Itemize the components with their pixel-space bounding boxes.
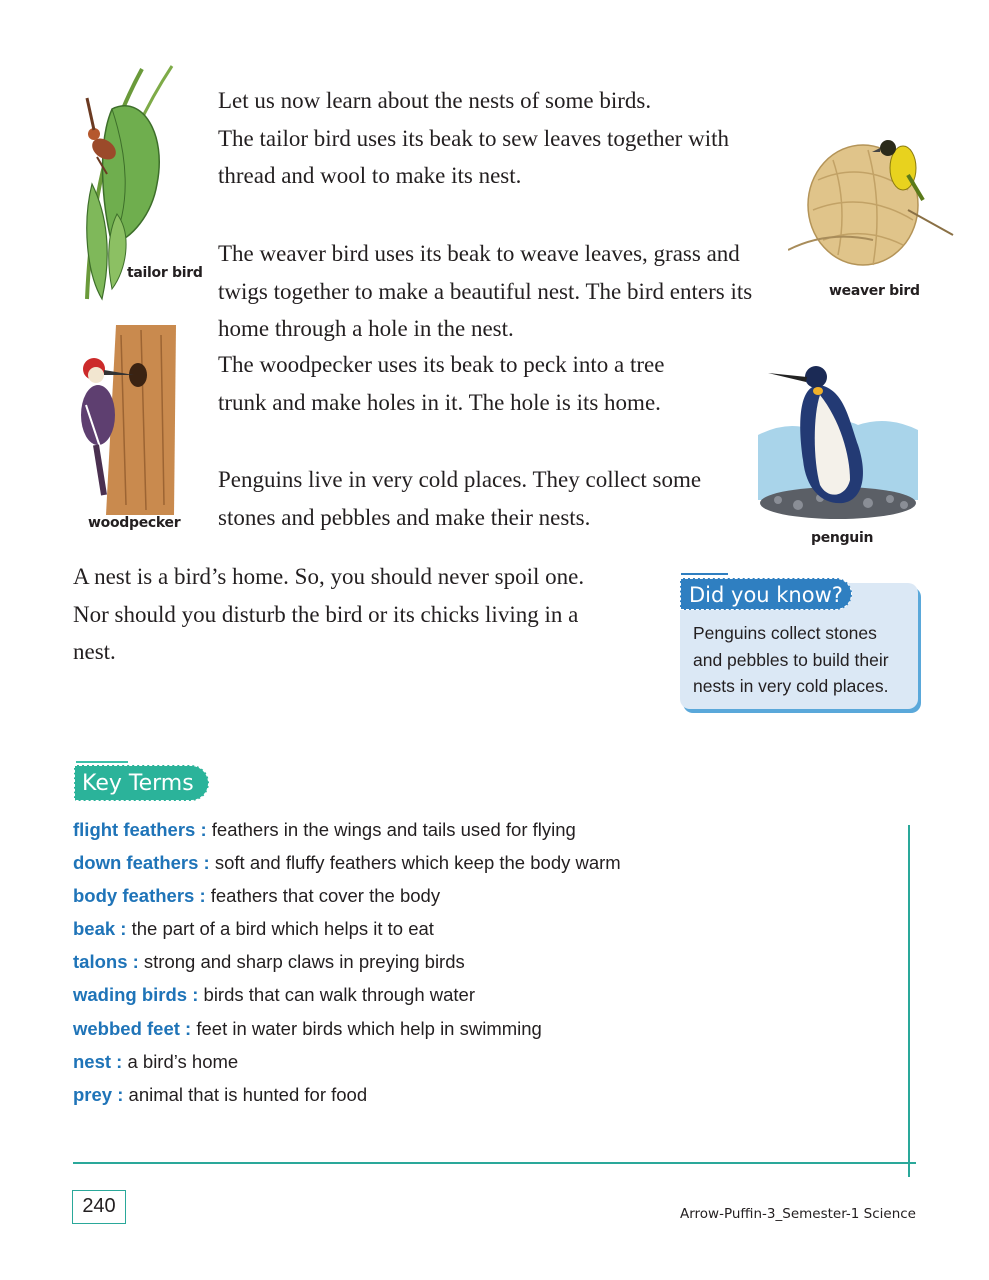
- page-number: 240: [72, 1190, 126, 1224]
- intro-paragraph: [218, 82, 729, 195]
- key-term-definition: a bird’s home: [122, 1050, 239, 1072]
- key-term-item: [73, 1078, 621, 1111]
- paragraph-line: twigs together to make a beautiful nest. The bird enters its: [218, 278, 753, 304]
- did-you-know-line: Penguins collect stones: [693, 623, 877, 643]
- key-terms-border-line: [908, 825, 910, 1177]
- key-term-item: [73, 813, 621, 846]
- tailor-bird-caption: tailor bird: [127, 265, 203, 281]
- key-term-definition: strong and sharp claws in preying birds: [138, 951, 465, 973]
- key-term-item: [73, 978, 621, 1011]
- key-term-name: flight feathers :: [73, 819, 207, 840]
- key-term-item: [73, 846, 621, 879]
- key-term-definition: animal that is hunted for food: [123, 1083, 368, 1105]
- key-term-name: down feathers :: [73, 852, 210, 874]
- key-term-definition: feet in water birds which help in swimming: [191, 1017, 542, 1039]
- penguin-paragraph: [218, 461, 701, 536]
- key-term-item: [73, 1045, 621, 1078]
- key-term-definition: birds that can walk through water: [198, 984, 476, 1006]
- key-term-name: nest :: [73, 1050, 123, 1072]
- key-term-item: [73, 879, 621, 912]
- footer-divider: [73, 1162, 916, 1164]
- weaver-bird-caption: weaver bird: [829, 283, 920, 299]
- key-term-item: [73, 912, 621, 945]
- woodpecker-caption: woodpecker: [88, 515, 181, 531]
- paragraph-line: home through a hole in the nest.: [218, 316, 514, 341]
- key-term-definition: feathers in the wings and tails used for flying: [206, 819, 576, 840]
- did-you-know-heading: Did you know?: [680, 578, 852, 610]
- woodpecker-illustration: [76, 325, 186, 515]
- key-terms-list: [73, 813, 621, 1111]
- paragraph-line: stones and pebbles and make their nests.: [218, 504, 591, 530]
- paragraph-line: The tailor bird uses its beak to sew leaves together with: [218, 125, 729, 151]
- key-term-name: webbed feet :: [73, 1017, 192, 1039]
- paragraph-line: The weaver bird uses its beak to weave leaves, grass and: [218, 241, 740, 266]
- key-term-name: body feathers :: [73, 885, 206, 907]
- key-term-definition: feathers that cover the body: [205, 885, 441, 907]
- key-term-name: beak :: [73, 918, 127, 940]
- did-you-know-line: nests in very cold places.: [693, 676, 889, 696]
- penguin-illustration: [758, 365, 918, 525]
- key-term-name: talons :: [73, 951, 139, 973]
- key-term-name: prey :: [73, 1083, 124, 1105]
- key-term-definition: the part of a bird which helps it to eat: [126, 918, 434, 940]
- nest-paragraph: [73, 558, 584, 671]
- paragraph-line: A nest is a bird’s home. So, you should never spoil one.: [73, 564, 585, 589]
- paragraph-line: Penguins live in very cold places. They collect some: [218, 467, 702, 492]
- paragraph-line: The woodpecker uses its beak to peck into a tree: [218, 352, 665, 377]
- key-term-definition: soft and fluffy feathers which keep the body warm: [209, 852, 621, 874]
- key-term-name: wading birds :: [73, 984, 199, 1006]
- did-you-know-line: and pebbles to build their: [693, 649, 889, 670]
- did-you-know-accent-line: [681, 573, 728, 575]
- weaver-paragraph: [218, 235, 752, 348]
- weaver-bird-illustration: [788, 130, 958, 280]
- book-title: Arrow-Puffin-3_Semester-1 Science: [680, 1206, 916, 1222]
- paragraph-line: thread and wool to make its nest.: [218, 163, 522, 188]
- penguin-caption: penguin: [811, 530, 874, 546]
- key-terms-heading: Key Terms: [74, 765, 209, 801]
- key-terms-accent-line: [76, 761, 128, 763]
- woodpecker-paragraph: [218, 346, 664, 421]
- paragraph-line: trunk and make holes in it. The hole is its home.: [218, 389, 661, 415]
- key-term-item: [73, 945, 621, 978]
- did-you-know-text: [693, 620, 889, 700]
- paragraph-line: Let us now learn about the nests of some birds.: [218, 88, 652, 113]
- key-term-item: [73, 1012, 621, 1045]
- paragraph-line: Nor should you disturb the bird or its chicks living in a: [73, 601, 579, 627]
- paragraph-line: nest.: [73, 639, 116, 664]
